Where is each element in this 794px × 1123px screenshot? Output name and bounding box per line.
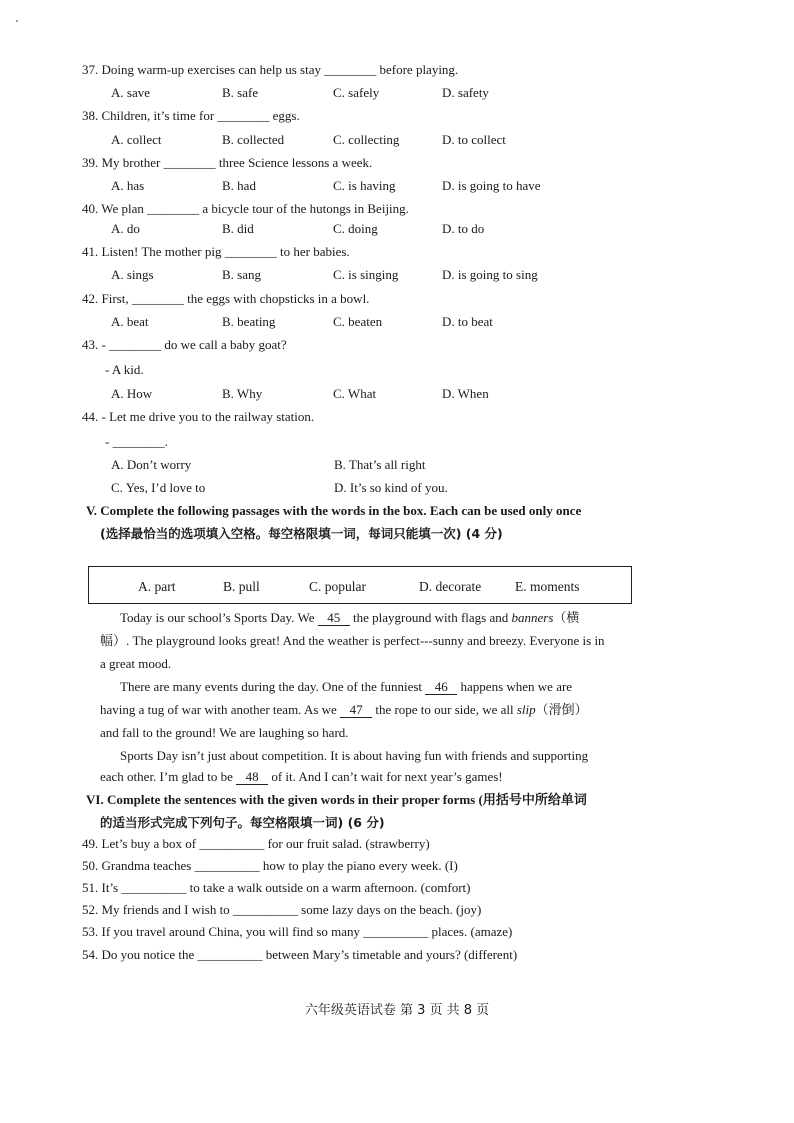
question-37: 37. Doing warm-up exercises can help us stay ________ before playing. (82, 62, 459, 77)
page-footer: 六年级英语试卷 第 3 页 共 8 页 (304, 1003, 490, 1018)
option-40-c: C. doing (333, 221, 378, 236)
sentence-53: 53. If you travel around China, you will find so many __________ places. (amaze) (82, 924, 513, 939)
option-42-c: C. beaten (333, 314, 383, 329)
passage-line-4: There are many events during the day. One of the funniest 46 happens when we are (120, 679, 573, 694)
option-37-b: B. safe (222, 85, 259, 100)
option-37-c: C. safely (333, 85, 380, 100)
blank-44: - ________. (105, 434, 168, 449)
option-43-c: C. What (333, 386, 377, 401)
answer-43: - A kid. (105, 362, 144, 377)
passage-line-3: a great mood. (100, 656, 172, 671)
option-38-b: B. collected (222, 132, 285, 147)
word-box-item-e: E. moments (515, 579, 580, 594)
option-44-b: B. That’s all right (334, 457, 426, 472)
passage-line-6: and fall to the ground! We are laughing so hard. (100, 725, 349, 740)
question-43: 43. - ________ do we call a baby goat? (82, 337, 287, 352)
option-44-d: D. It’s so kind of you. (334, 480, 448, 495)
option-41-a: A. sings (111, 267, 154, 282)
option-39-c: C. is having (333, 178, 396, 193)
blank-45[interactable]: 45 (318, 611, 350, 626)
option-38-a: A. collect (111, 132, 162, 147)
option-41-c: C. is singing (333, 267, 399, 282)
option-40-d: D. to do (442, 221, 485, 236)
passage-line-2: 幅）. The playground looks great! And the weather is perfect---sunny and breezy. Everyone is in (100, 633, 605, 648)
section-5-subtitle: (选择最恰当的选项填入空格。每空格限填一词，每词只能填一次) (4 分) (100, 526, 503, 541)
option-43-a: A. How (111, 386, 153, 401)
option-44-a: A. Don’t worry (111, 457, 192, 472)
option-39-b: B. had (222, 178, 256, 193)
question-38: 38. Children, it’s time for ________ eggs. (82, 108, 300, 123)
question-40: 40. We plan ________ a bicycle tour of the hutongs in Beijing. (82, 201, 409, 216)
section-5-title: V. Complete the following passages with the words in the box. Each can be used only once (86, 503, 582, 518)
question-39: 39. My brother ________ three Science lessons a week. (82, 155, 373, 170)
option-42-a: A. beat (111, 314, 149, 329)
section-6-subtitle: 的适当形式完成下列句子。每空格限填一词) (6 分) (100, 815, 385, 830)
passage-line-1: Today is our school’s Sports Day. We 45 the playground with flags and banners（横 (120, 610, 580, 626)
option-43-d: D. When (442, 386, 489, 401)
option-38-d: D. to collect (442, 132, 506, 147)
passage-line-5: having a tug of war with another team. As we 47 the rope to our side, we all slip（滑倒） (100, 702, 588, 718)
blank-48[interactable]: 48 (236, 770, 268, 785)
option-37-d: D. safety (442, 85, 489, 100)
option-40-a: A. do (111, 221, 140, 236)
passage-line-7: Sports Day isn’t just about competition. It is about having fun with friends and supporting (120, 748, 589, 763)
sentence-50: 50. Grandma teaches __________ how to play the piano every week. (I) (82, 858, 458, 873)
question-42: 42. First, ________ the eggs with chopsticks in a bowl. (82, 291, 370, 306)
option-37-a: A. save (111, 85, 150, 100)
sentence-51: 51. It’s __________ to take a walk outside on a warm afternoon. (comfort) (82, 880, 471, 895)
option-44-c: C. Yes, I’d love to (111, 480, 206, 495)
option-39-d: D. is going to have (442, 178, 541, 193)
option-43-b: B. Why (222, 386, 263, 401)
option-41-b: B. sang (222, 267, 261, 282)
question-41: 41. Listen! The mother pig ________ to her babies. (82, 244, 350, 259)
option-39-a: A. has (111, 178, 145, 193)
sentence-49: 49. Let’s buy a box of __________ for our fruit salad. (strawberry) (82, 836, 430, 851)
scan-mark (16, 20, 18, 22)
passage-line-8: each other. I’m glad to be 48 of it. And I can’t wait for next year’s games! (100, 769, 503, 784)
option-42-d: D. to beat (442, 314, 493, 329)
option-41-d: D. is going to sing (442, 267, 538, 282)
word-box-item-c: C. popular (309, 579, 366, 594)
section-6-title: VI. Complete the sentences with the given words in their proper forms (用括号中所给单词 (86, 792, 587, 807)
question-44: 44. - Let me drive you to the railway station. (82, 409, 315, 424)
sentence-52: 52. My friends and I wish to __________ some lazy days on the beach. (joy) (82, 902, 482, 917)
option-38-c: C. collecting (333, 132, 400, 147)
word-box-item-b: B. pull (223, 579, 260, 594)
option-42-b: B. beating (222, 314, 276, 329)
word-box-item-a: A. part (138, 579, 176, 594)
option-40-b: B. did (222, 221, 254, 236)
sentence-54: 54. Do you notice the __________ between Mary’s timetable and yours? (different) (82, 947, 518, 962)
blank-47[interactable]: 47 (340, 703, 372, 718)
word-box-item-d: D. decorate (419, 579, 482, 594)
blank-46[interactable]: 46 (425, 680, 457, 695)
